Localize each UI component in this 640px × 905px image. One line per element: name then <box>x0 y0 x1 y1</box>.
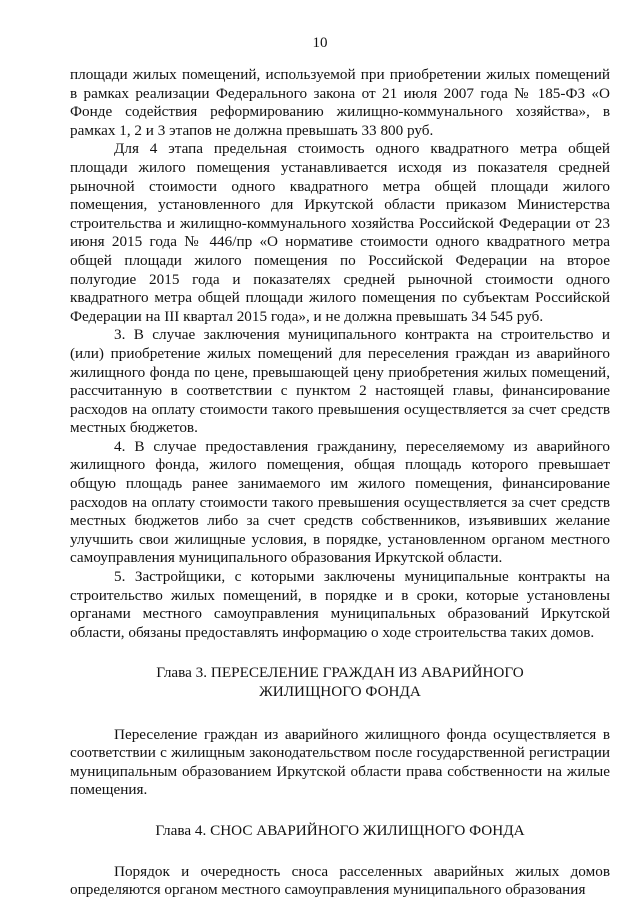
paragraph-item-3: 3. В случае заключения муниципального контракта на строительство и (или) приобретение жилых помещений для переселения граждан из аварийного жилищного фонда по цене, превышающей цену приобретения жилых помещений, рассчитанную в соответствии с пунктом 2 настоящей главы, финансирование расходов на оплату стоимости такого превышения осуществляется за счет средств местных бюджетов. <box>70 326 610 437</box>
document-body <box>70 66 610 900</box>
chapter-3-heading-line2: ЖИЛИЩНОГО ФОНДА <box>259 683 421 700</box>
paragraph-continuation: площади жилых помещений, используемой при приобретении жилых помещений в рамках реализации Федерального закона от 21 июля 2007 года № 185-ФЗ «О Фонде содействия реформированию жилищно-коммунального хозяйства», в рамках 1, 2 и 3 этапов не должна превышать 33 800 руб. <box>70 66 610 139</box>
paragraph-item-5: 5. Застройщики, с которыми заключены муниципальные контракты на строительство жилых помещений, в порядке и в сроки, которые установлены органами местного самоуправления муниципальных образований Иркутской области, обязаны предоставлять информацию о ходе строительства таких домов. <box>70 568 610 641</box>
chapter-3-heading-line1: Глава 3. ПЕРЕСЕЛЕНИЕ ГРАЖДАН ИЗ АВАРИЙНОГО <box>156 664 524 682</box>
chapter-3-heading <box>70 664 610 701</box>
page-number: 10 <box>312 35 328 51</box>
paragraph-stage4-price: Для 4 этапа предельная стоимость одного квадратного метра общей площади жилого помещения устанавливается исходя из показателя средней рыночной стоимости одного квадратного метра общей площади жилого помещения, установленного для Иркутской области приказом Министерства строительства и жилищно-коммунального хозяйства Российской Федерации от 23 июня 2015 года № 446/пр «О нормативе стоимости одного квадратного метра общей площади жилого помещения по Российской Федерации на второе полугодие 2015 года и показателях средней рыночной стоимости одного квадратного метра общей площади жилого помещения по субъектам Российской Федерации на III квартал 2015 года», и не должна превышать 34 545 руб. <box>70 140 610 325</box>
chapter-4-heading: Глава 4. СНОС АВАРИЙНОГО ЖИЛИЩНОГО ФОНДА <box>155 821 525 839</box>
paragraph-item-4: 4. В случае предоставления гражданину, переселяемому из аварийного жилищного фонда, жилого помещения, общая площадь которого превышает общую площадь ранее занимаемого им жилого помещения, финансирование расходов на оплату стоимости такого превышения осуществляется за счет средств местных бюджетов либо за счет средств собственников, изъявивших желание улучшить свои жилищные условия, в порядке, установленном органом местного самоуправления муниципального образования Иркутской области. <box>70 437 610 567</box>
chapter-4-text: Порядок и очередность сноса расселенных аварийных жилых домов определяются органом местного самоуправления муниципального образования <box>70 862 610 899</box>
chapter-3-text: Переселение граждан из аварийного жилищного фонда осуществляется в соответствии с жилищным законодательством после государственной регистрации муниципальным образованием Иркутской области права собственности на жилые помещения. <box>70 725 610 799</box>
